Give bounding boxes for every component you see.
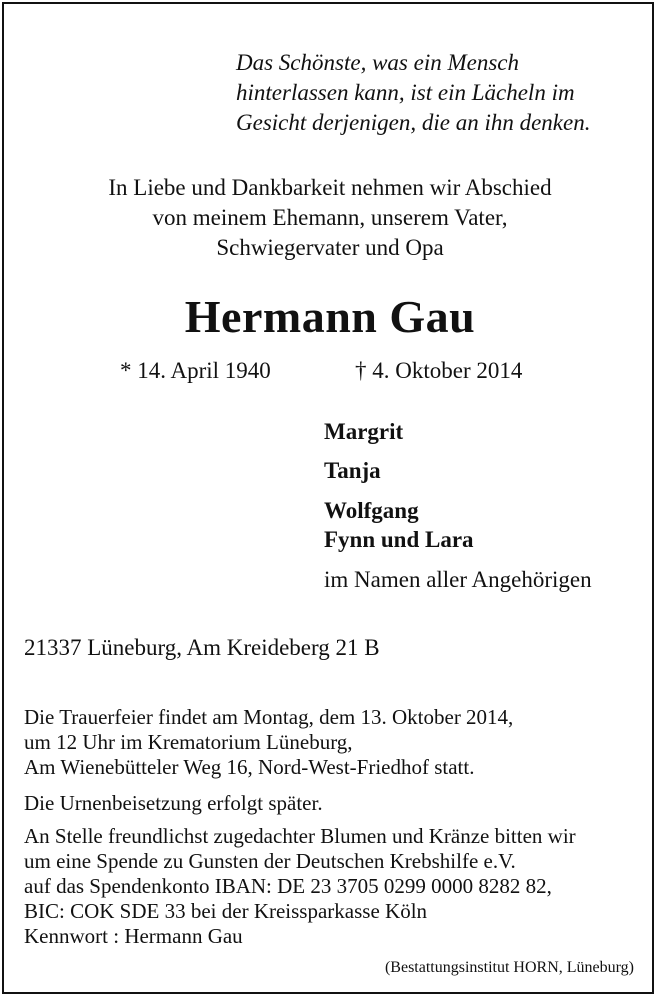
intro-line: Schwiegervater und Opa [216,235,444,260]
donation-request [24,824,576,949]
donation-line: auf das Spendenkonto IBAN: DE 23 3705 0299 0000 8282 82, [24,874,552,898]
memorial-quote [236,48,590,138]
on-behalf-of-relatives: im Namen aller Angehörigen [324,567,592,592]
urn-burial-notice: Die Urnenbeisetzung erfolgt später. [24,791,323,815]
quote-line: hinterlassen kann, ist ein Lächeln im [236,80,575,105]
mourner-name: Wolfgang [324,498,419,523]
death-date: † 4. Oktober 2014 [355,358,523,383]
funeral-service-notice [24,705,513,780]
mourner-name: Tanja [324,458,381,483]
intro-line: von meinem Ehemann, unserem Vater, [152,205,508,230]
donation-line: Kennwort : Hermann Gau [24,924,243,948]
service-line: um 12 Uhr im Krematorium Lüneburg, [24,730,353,754]
mourning-address: 21337 Lüneburg, Am Kreideberg 21 B [24,635,380,660]
intro-line: In Liebe und Dankbarkeit nehmen wir Abschied [108,175,552,200]
service-line: Am Wienebütteler Weg 16, Nord-West-Friedhof statt. [24,755,475,779]
mourner-name: Fynn und Lara [324,527,474,552]
donation-line: BIC: COK SDE 33 bei der Kreissparkasse Köln [24,899,428,923]
donation-line: um eine Spende zu Gunsten der Deutschen Krebshilfe e.V. [24,849,516,873]
service-line: Die Trauerfeier findet am Montag, dem 13. Oktober 2014, [24,705,514,729]
farewell-intro [0,173,660,263]
deceased-name: Hermann Gau [184,291,476,342]
birth-date: * 14. April 1940 [120,358,271,383]
mourner-name: Margrit [324,419,404,444]
quote-line: Das Schönste, was ein Mensch [236,50,519,75]
donation-line: An Stelle freundlichst zugedachter Blumen und Kränze bitten wir [24,824,576,848]
quote-line: Gesicht derjenigen, die an ihn denken. [236,110,591,135]
funeral-home-credit: (Bestattungsinstitut HORN, Lüneburg) [384,959,634,976]
